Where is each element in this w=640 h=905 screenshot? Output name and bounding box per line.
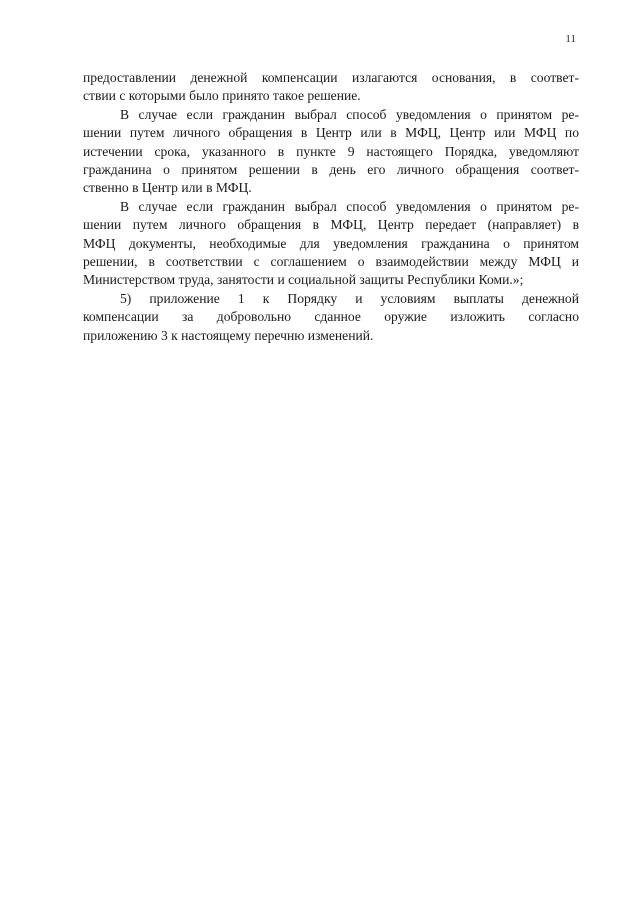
text-line: компенсации за добровольно сданное оружие изложить согласно — [83, 309, 579, 325]
page-number: 11 — [565, 33, 576, 45]
text-line: МФЦ документы, необходимые для уведомления гражданина о принятом — [83, 235, 579, 251]
text-line: Министерством труда, занятости и социальной защиты Республики Коми.»; — [83, 272, 524, 288]
text-line: шении путем личного обращения в МФЦ, Центр передает (направляет) в — [83, 217, 579, 233]
text-line: ственно в Центр или в МФЦ. — [83, 180, 252, 196]
paragraph-1 — [83, 69, 579, 106]
text-line: предоставлении денежной компенсации излагаются основания, в соответ- — [83, 70, 579, 85]
text-line: ствии с которыми было принято такое решение. — [83, 88, 361, 104]
text-line: В случае если гражданин выбрал способ уведомления о принятом ре- — [120, 106, 579, 122]
text-line: 5) приложение 1 к Порядку и условиям выплаты денежной — [120, 290, 579, 306]
text-line: гражданина о принятом решении в день его личного обращения соответ- — [83, 162, 579, 178]
text-line: приложению 3 к настоящему перечню изменений. — [83, 327, 374, 343]
paragraph-4 — [83, 290, 579, 345]
paragraph-2 — [83, 106, 579, 198]
text-line: решении, в соответствии с соглашением о взаимодействии между МФЦ и — [83, 254, 579, 270]
text-line: В случае если гражданин выбрал способ уведомления о принятом ре- — [120, 198, 579, 214]
text-line: шении путем личного обращения в Центр или в МФЦ, Центр или МФЦ по — [83, 125, 579, 141]
paragraph-3 — [83, 198, 579, 290]
text-line: истечении срока, указанного в пункте 9 настоящего Порядка, уведомляют — [83, 143, 579, 159]
document-body — [83, 69, 579, 345]
